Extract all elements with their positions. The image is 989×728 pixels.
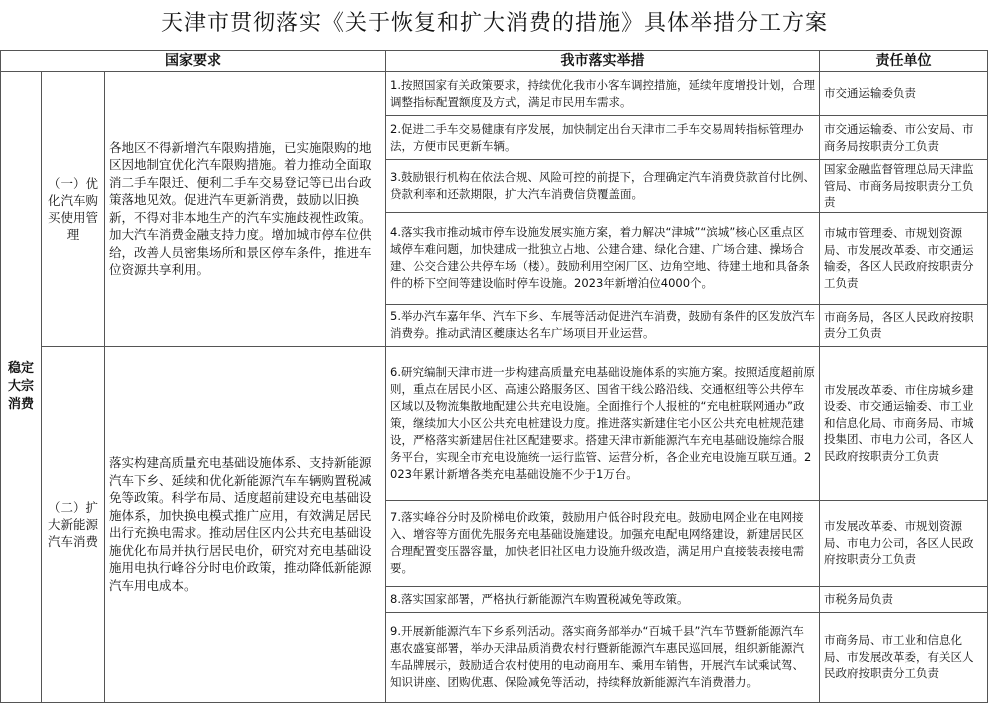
measure-1: 1.按照国家有关政策要求，持续优化我市小客车调控措施，延续年度增投计划，合理调整指标配置额度及方式，满足市民用车需求。 bbox=[386, 72, 820, 116]
unit-7: 市发展改革委、市规划资源局、市电力公司，各区人民政府按职责分工负责 bbox=[820, 500, 988, 586]
requirement-2: 落实构建高质量充电基础设施体系、支持新能源汽车下乡、延续和优化新能源汽车车辆购置税减免等政策。科学布局、适度超前建设充电基础设施体系，加快换电模式推广应用，有效满足居民出行充换电需求。推动居住区内公共充电基础设施优化布局并执行居民电价，研究对充电基础设施用电执行峰谷分时电价政策，推动降低新能源汽车用电成本。 bbox=[105, 346, 386, 702]
unit-5: 市商务局，各区人民政府按职责分工负责 bbox=[820, 304, 988, 346]
category-2: （二）扩大新能源汽车消费 bbox=[42, 346, 105, 702]
measure-7: 7.落实峰谷分时及阶梯电价政策，鼓励用户低谷时段充电。鼓励电网企业在电网接入、增容等方面优先服务充电基础设施建设。加强充电配电网络建设，新建居民区合理配置变压器容量，加快老旧社区电力设施升级改造，满足用户直接装表接电需要。 bbox=[386, 500, 820, 586]
unit-8: 市税务局负责 bbox=[820, 586, 988, 612]
category-1: （一）优化汽车购买使用管理 bbox=[42, 72, 105, 347]
table-row bbox=[1, 72, 988, 116]
measure-5: 5.举办汽车嘉年华、汽车下乡、车展等活动促进汽车消费，鼓励有条件的区发放汽车消费券。推动武清区夔康达名车广场项目开业运营。 bbox=[386, 304, 820, 346]
unit-6: 市发展改革委、市住房城乡建设委、市交通运输委、市工业和信息化局、市商务局、市城投集团、市电力公司，各区人民政府按职责分工负责 bbox=[820, 346, 988, 500]
measure-4: 4.落实我市推动城市停车设施发展实施方案，着力解决“津城”“滨城”核心区重点区域停车难问题，加快建成一批独立占地、公建合建、绿化合建、广场合建、操场合建、公交合建公共停车场（楼）。鼓励利用空闲厂区、边角空地、待建土地和具备条件的桥下空间等建设临时停车设施。2023年新增泊位4000个。 bbox=[386, 212, 820, 304]
unit-4: 市城市管理委、市规划资源局、市发展改革委、市交通运输委，各区人民政府按职责分工负责 bbox=[820, 212, 988, 304]
section-label: 稳定大宗消费 bbox=[1, 72, 42, 703]
measure-6: 6.研究编制天津市进一步构建高质量充电基础设施体系的实施方案。按照适度超前原则，重点在居民小区、高速公路服务区、国省干线公路沿线、交通枢纽等公共停车区域以及物流集散地配建公共充电设施。全面推行个人报桩的“充电桩联网通办”政策，继续加大小区公共充电桩建设力度。推进落实新建住宅小区公共充电桩规范建设，严格落实新建居住社区配建要求。搭建天津市新能源汽车充电基础设施综合服务平台，实现全市充电设施统一运行监管、运营分析，各企业充电设施互联互通。2023年累计新增各类充电基础设施不少于1万台。 bbox=[386, 346, 820, 500]
measure-8: 8.落实国家部署，严格执行新能源汽车购置税减免等政策。 bbox=[386, 586, 820, 612]
header-local: 我市落实举措 bbox=[386, 51, 820, 72]
table-row bbox=[1, 346, 988, 500]
table-header-row bbox=[1, 51, 988, 72]
measure-3: 3.鼓励银行机构在依法合规、风险可控的前提下，合理确定汽车消费贷款首付比例、贷款利率和还款期限，扩大汽车消费信贷覆盖面。 bbox=[386, 160, 820, 213]
requirement-1: 各地区不得新增汽车限购措施，已实施限购的地区因地制宜优化汽车限购措施。着力推动全面取消二手车限迁、便利二手车交易登记等已出台政策落地见效。促进汽车更新消费，鼓励以旧换新，不得对非本地生产的汽车实施歧视性政策。加大汽车消费金融支持力度。增加城市停车位供给，改善人员密集场所和景区停车条件，推进车位资源共享利用。 bbox=[105, 72, 386, 347]
unit-1: 市交通运输委负责 bbox=[820, 72, 988, 116]
unit-3: 国家金融监督管理总局天津监管局、市商务局按职责分工负责 bbox=[820, 160, 988, 213]
header-unit: 责任单位 bbox=[820, 51, 988, 72]
page-title: 天津市贯彻落实《关于恢复和扩大消费的措施》具体举措分工方案 bbox=[160, 11, 828, 36]
header-national: 国家要求 bbox=[1, 51, 386, 72]
unit-9: 市商务局、市工业和信息化局、市发展改革委，有关区人民政府按职责分工负责 bbox=[820, 612, 988, 702]
unit-2: 市交通运输委、市公安局、市商务局按职责分工负责 bbox=[820, 116, 988, 160]
measures-table bbox=[0, 50, 988, 703]
measure-9: 9.开展新能源汽车下乡系列活动。落实商务部举办“百城千县”汽车节暨新能源汽车惠农盛宴部署，举办天津品质消费农村行暨新能源汽车惠民巡回展，组织新能源汽车品牌展示，鼓励适合农村使用的电动商用车、乘用车销售，开展汽车试乘试驾、知识讲座、团购优惠、保险减免等活动，持续释放新能源汽车消费潜力。 bbox=[386, 612, 820, 702]
measure-2: 2.促进二手车交易健康有序发展，加快制定出台天津市二手车交易周转指标管理办法，方便市民更新车辆。 bbox=[386, 116, 820, 160]
